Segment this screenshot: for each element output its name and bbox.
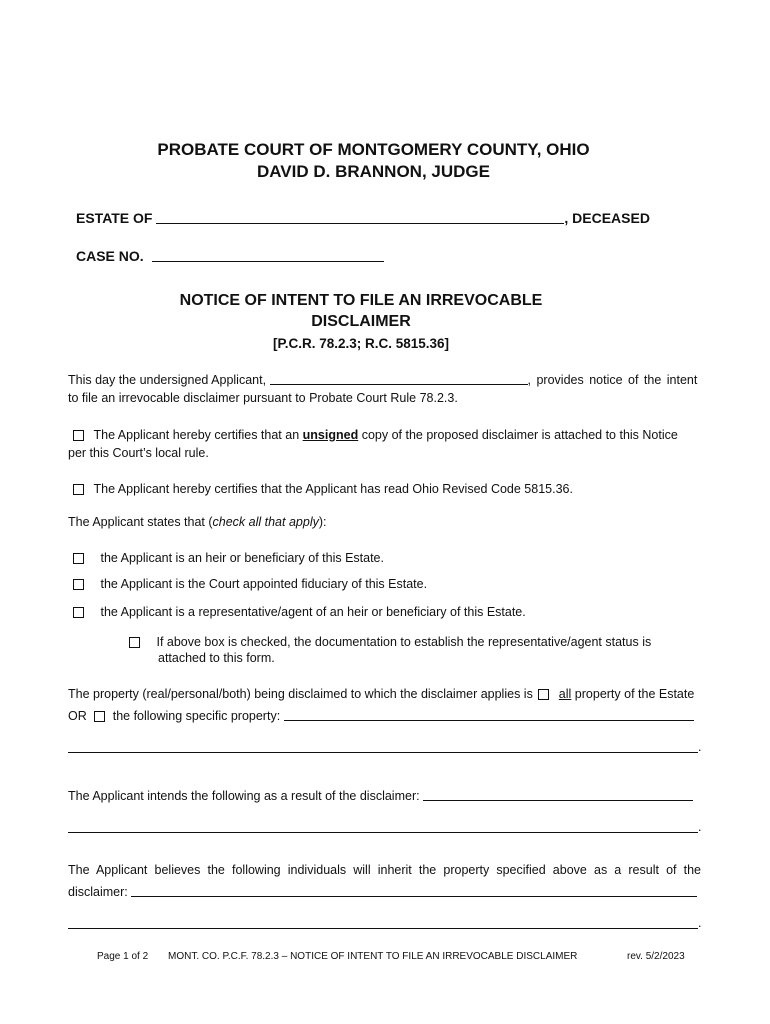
cert1-line2: per this Court’s local rule. [68, 446, 209, 460]
intends-line [68, 789, 693, 803]
or-label: OR [68, 709, 87, 723]
sub-option [129, 635, 651, 649]
believes-label: disclaimer: [68, 885, 128, 899]
option-heir-checkbox[interactable] [73, 553, 84, 564]
specific-property-checkbox[interactable] [94, 711, 105, 722]
believes-line1: The Applicant believes the following individuals will inherit the property specified above as a result of the [68, 863, 701, 877]
sub-option-checkbox[interactable] [129, 637, 140, 648]
cert2-checkbox[interactable] [73, 484, 84, 495]
intro-text-1: This day the undersigned Applicant, [68, 373, 267, 387]
option-fiduciary-checkbox[interactable] [73, 579, 84, 590]
intro-text-2: , provides notice of the intent [527, 373, 698, 387]
intends-field[interactable] [423, 800, 693, 801]
states-emph: check all that apply [212, 515, 319, 529]
sub-option-line1: If above box is checked, the documentation to establish the representative/agent status is [156, 635, 652, 649]
all-property-checkbox[interactable] [538, 689, 549, 700]
specific-property-label: the following specific property: [112, 709, 281, 723]
cert1-pre: The Applicant hereby certifies that an [93, 428, 300, 442]
specific-property-field[interactable] [284, 720, 694, 721]
judge-name: DAVID D. BRANNON, JUDGE [257, 162, 490, 181]
property-line2 [68, 709, 694, 723]
case-number-field[interactable] [152, 261, 384, 262]
intends-period: . [698, 820, 702, 834]
believes-field[interactable] [131, 896, 697, 897]
believes-continuation-field[interactable] [68, 928, 698, 929]
estate-label: ESTATE OF [76, 210, 153, 226]
intro-line2: to file an irrevocable disclaimer pursuant to Probate Court Rule 78.2.3. [68, 391, 458, 405]
case-label: CASE NO. [76, 248, 144, 264]
sub-option-line2: attached to this form. [158, 651, 275, 665]
estate-row [76, 210, 650, 226]
states-line [68, 515, 326, 529]
option-agent-text: the Applicant is a representative/agent of an heir or beneficiary of this Estate. [100, 605, 526, 619]
property-text: The property (real/personal/both) being disclaimed to which the disclaimer applies is [68, 687, 533, 701]
property-continuation-field[interactable] [68, 752, 698, 753]
option-fiduciary-text: the Applicant is the Court appointed fiduciary of this Estate. [100, 577, 428, 591]
cert1-checkbox[interactable] [73, 430, 84, 441]
property-period: . [698, 740, 702, 754]
footer-form: MONT. CO. P.C.F. 78.2.3 – NOTICE OF INTENT TO FILE AN IRREVOCABLE DISCLAIMER [168, 951, 578, 962]
applicant-name-field[interactable] [270, 384, 528, 385]
all-label: all [558, 687, 572, 701]
intends-text: The Applicant intends the following as a result of the disclaimer: [68, 789, 420, 803]
option-heir [73, 551, 384, 565]
all-property-label: property of the Estate [574, 687, 695, 701]
cert1-emph: unsigned [302, 428, 359, 442]
intro-line1 [68, 373, 697, 387]
cert2-line [73, 482, 573, 496]
court-name: PROBATE COURT OF MONTGOMERY COUNTY, OHIO [157, 140, 590, 159]
option-agent [73, 605, 526, 619]
footer-rev: rev. 5/2/2023 [627, 951, 685, 962]
option-fiduciary [73, 577, 427, 591]
form-citation: [P.C.R. 78.2.3; R.C. 5815.36] [272, 336, 450, 351]
intends-continuation-field[interactable] [68, 832, 698, 833]
form-title-line2: DISCLAIMER [311, 313, 411, 330]
footer-page: Page 1 of 2 [97, 951, 149, 962]
cert1-post: copy of the proposed disclaimer is attached to this Notice [361, 428, 678, 442]
form-title-line1: NOTICE OF INTENT TO FILE AN IRREVOCABLE [179, 292, 543, 309]
states-post: ): [318, 515, 327, 529]
property-line1 [68, 687, 694, 701]
estate-name-field[interactable] [156, 223, 564, 224]
states-pre: The Applicant states that ( [68, 515, 213, 529]
option-agent-checkbox[interactable] [73, 607, 84, 618]
believes-line2 [68, 885, 697, 899]
deceased-label: , DECEASED [564, 210, 650, 226]
cert2-text: The Applicant hereby certifies that the Applicant has read Ohio Revised Code 5815.36. [93, 482, 573, 496]
case-row [76, 248, 384, 264]
believes-period: . [698, 916, 702, 930]
option-heir-text: the Applicant is an heir or beneficiary of this Estate. [100, 551, 384, 565]
cert1-line1 [73, 428, 678, 442]
